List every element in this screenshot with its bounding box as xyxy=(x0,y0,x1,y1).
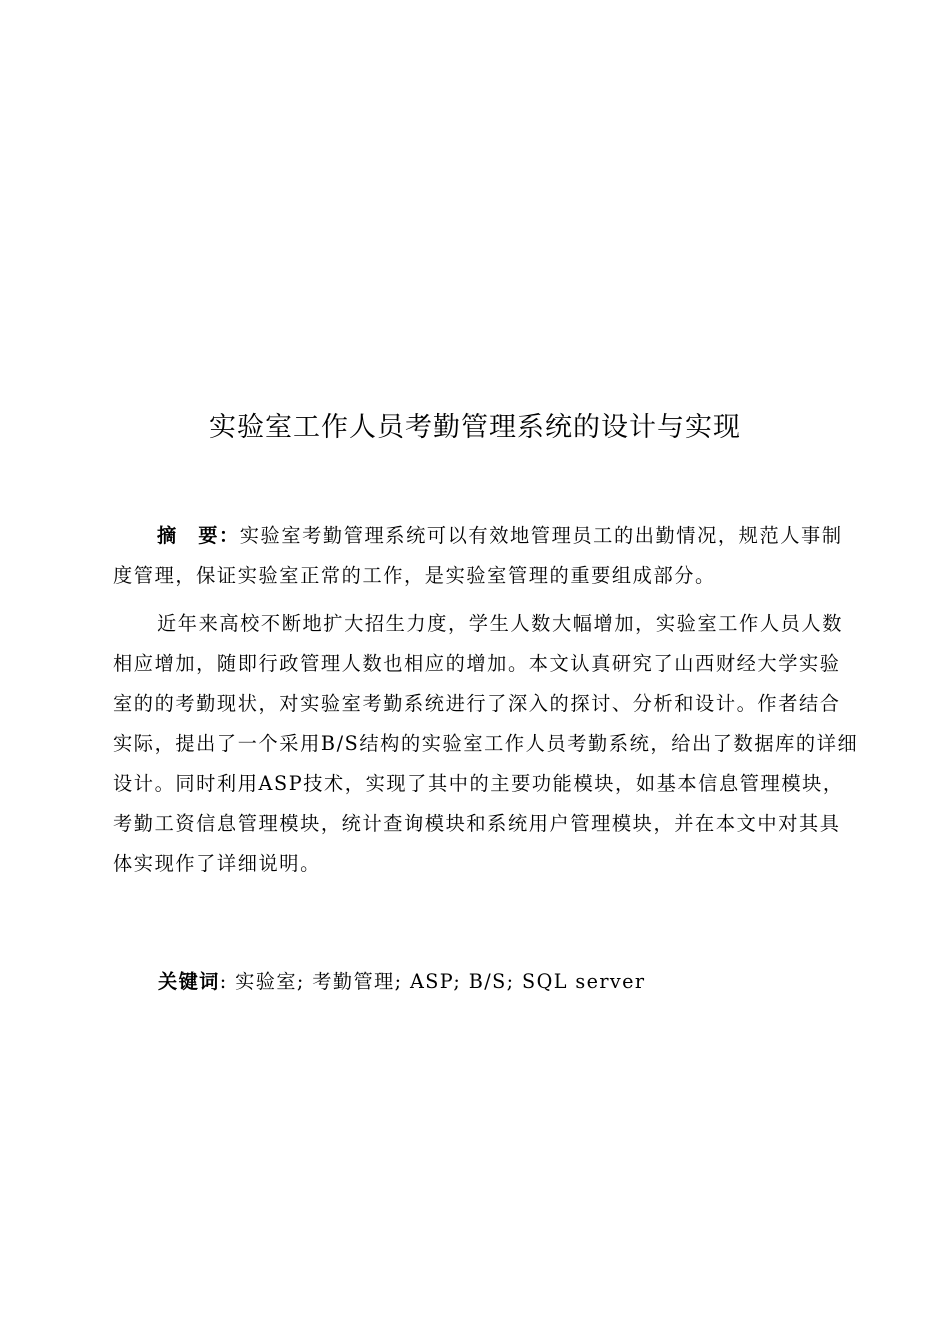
abstract-label-first: 摘 xyxy=(157,524,199,547)
keywords-separator: : xyxy=(219,970,228,993)
abstract-text: 实验室考勤管理系统可以有效地管理员工的出勤情况，规范人事制度管理，保证实验室正常的工作，是实验室管理的重要组成部分。 xyxy=(113,524,843,587)
keywords-line xyxy=(158,962,646,1002)
abstract-paragraph xyxy=(113,516,861,596)
abstract-label-second: 要： xyxy=(198,524,240,547)
keywords-label: 关键词 xyxy=(158,970,220,993)
abstract-body-paragraph: 近年来高校不断地扩大招生力度，学生人数大幅增加，实验室工作人员人数相应增加，随即行政管理人数也相应的增加。本文认真研究了山西财经大学实验室的的考勤现状，对实验室考勤系统进行了深入的探讨、分析和设计。作者结合实际，提出了一个采用B/S结构的实验室工作人员考勤系统，给出了数据库的详细设计。同时利用ASP技术，实现了其中的主要功能模块，如基本信息管理模块，考勤工资信息管理模块，统计查询模块和系统用户管理模块，并在本文中对其具体实现作了详细说明。 xyxy=(113,612,859,875)
document-title: 实验室工作人员考勤管理系统的设计与实现 xyxy=(209,412,741,443)
keywords-text: 实验室; 考勤管理; ASP; B/S; SQL server xyxy=(227,970,646,993)
